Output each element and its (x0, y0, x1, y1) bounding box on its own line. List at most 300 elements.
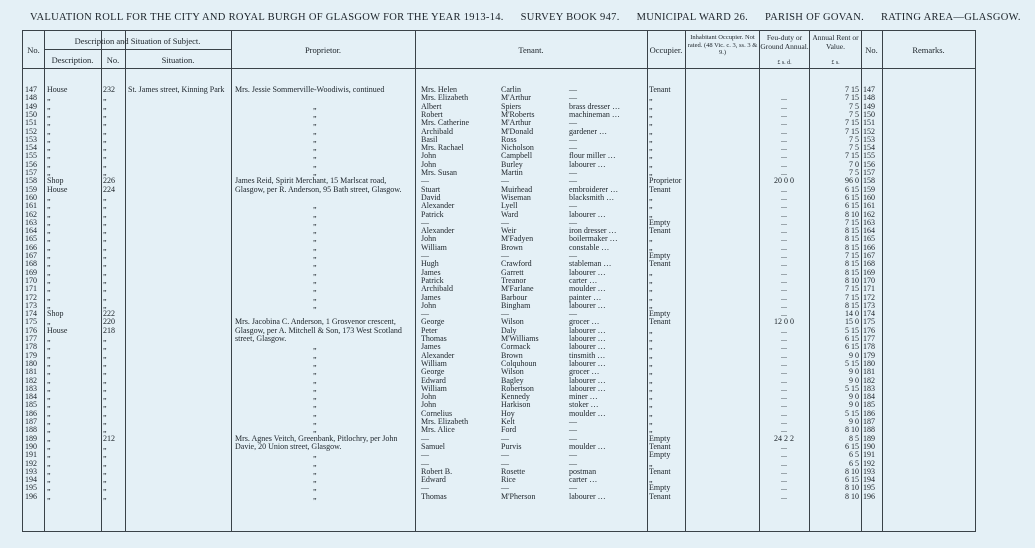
row-tenant-occupation: carter … (569, 475, 598, 485)
row-number-right: 160 (863, 192, 875, 202)
row-number: 182 (25, 375, 37, 385)
row-annual-rent: 8 5 (849, 433, 859, 443)
row-tenant-forename: Alexander (421, 350, 455, 360)
row-tenant-occupation: — (569, 168, 577, 177)
row-house-number: „ (103, 408, 107, 418)
row-tenant-forename: Mrs. Helen (421, 85, 457, 94)
row-number: 186 (25, 408, 37, 418)
row-tenant-forename: John (421, 392, 437, 402)
row-feu-duty: ... (781, 325, 787, 335)
row-feu-duty: ... (781, 450, 787, 460)
row-occupier: „ (649, 334, 653, 343)
row-house-number: „ (103, 491, 107, 501)
row-tenant-forename: James (421, 342, 441, 352)
row-tenant-occupation: labourer … (569, 491, 606, 501)
row-tenant-forename: Hugh (421, 259, 439, 269)
row-annual-rent: 7 15 (845, 85, 859, 94)
row-tenant-forename: Albert (421, 101, 442, 111)
row-tenant-forename: Alexander (421, 226, 455, 236)
row-tenant-occupation: — (569, 143, 577, 153)
row-tenant-forename: John (421, 151, 437, 161)
row-tenant-surname: Ross (501, 134, 517, 144)
row-occupier: „ (649, 325, 653, 335)
row-tenant-forename: John (421, 159, 437, 169)
row-number: 163 (25, 217, 37, 227)
row-house-number: „ (103, 466, 107, 476)
row-feu-duty: ... (781, 309, 787, 319)
row-number: 188 (25, 425, 37, 435)
row-number-right: 148 (863, 93, 875, 103)
row-description: „ (47, 383, 51, 393)
row-proprietor: „ (313, 118, 317, 128)
row-occupier: „ (649, 275, 653, 285)
row-tenant-forename: — (421, 483, 429, 493)
row-feu-duty: ... (781, 383, 787, 393)
row-tenant-forename: Mrs. Catherine (421, 118, 469, 128)
row-annual-rent: 6 15 (845, 192, 859, 202)
row-house-number: „ (103, 358, 107, 368)
row-proprietor: „ (313, 450, 317, 460)
row-annual-rent: 8 15 (845, 300, 859, 310)
row-annual-rent: 7 15 (845, 118, 859, 128)
row-number-right: 176 (863, 325, 875, 335)
row-feu-duty: 12 0 0 (774, 317, 794, 327)
row-occupier: Empty (649, 217, 671, 227)
row-number: 173 (25, 300, 37, 310)
row-tenant-surname: — (501, 433, 509, 443)
row-occupier: Tenant (649, 226, 671, 236)
row-tenant-surname: Treanor (501, 275, 527, 285)
row-number-right: 190 (863, 441, 875, 451)
row-description: „ (47, 118, 51, 128)
row-description: „ (47, 317, 51, 327)
row-description: Shop (47, 176, 64, 186)
row-occupier: „ (649, 292, 653, 302)
row-occupier: Empty (649, 483, 671, 493)
column-rule (125, 31, 126, 531)
row-number-right: 189 (863, 433, 875, 443)
row-description: Shop (47, 309, 64, 319)
row-feu-duty: ... (781, 143, 787, 153)
row-description: „ (47, 217, 51, 227)
row-tenant-occupation: flour miller … (569, 151, 616, 161)
row-feu-duty: 24 2 2 (774, 433, 794, 443)
row-description: House (47, 184, 68, 194)
row-number-right: 163 (863, 217, 875, 227)
row-description: House (47, 325, 68, 335)
row-description: „ (47, 209, 51, 219)
row-annual-rent: 6 15 (845, 441, 859, 451)
row-tenant-forename: — (421, 217, 429, 227)
row-number-right: 181 (863, 367, 875, 377)
row-annual-rent: 6 15 (845, 342, 859, 352)
row-feu-duty: ... (781, 217, 787, 227)
row-annual-rent: 8 15 (845, 226, 859, 236)
row-occupier: Tenant (649, 441, 671, 451)
row-number-right: 152 (863, 126, 875, 136)
row-proprietor: „ (313, 143, 317, 153)
header-annual-rent: Annual Rent or Value. (812, 33, 859, 51)
row-number-right: 154 (863, 143, 875, 153)
row-house-number: „ (103, 417, 107, 426)
row-feu-duty: ... (781, 159, 787, 169)
row-feu-duty: ... (781, 392, 787, 402)
row-tenant-surname: Purvis (501, 441, 522, 451)
row-tenant-forename: Samuel (421, 441, 445, 451)
row-tenant-surname: M'Donald (501, 126, 534, 136)
row-proprietor: „ (313, 109, 317, 119)
row-annual-rent: 6 15 (845, 334, 859, 343)
row-house-number: „ (103, 450, 107, 460)
row-tenant-forename: William (421, 358, 447, 368)
row-proprietor: „ (313, 259, 317, 269)
row-tenant-surname: Harkison (501, 400, 531, 410)
row-number-right: 149 (863, 101, 875, 111)
row-number-right: 183 (863, 383, 875, 393)
row-tenant-occupation: labourer … (569, 342, 606, 352)
row-occupier: „ (649, 134, 653, 144)
row-tenant-occupation: iron dresser … (569, 226, 617, 236)
row-description: „ (47, 300, 51, 310)
row-occupier: „ (649, 417, 653, 426)
row-tenant-forename: Archibald (421, 284, 453, 294)
row-tenant-surname: — (501, 309, 509, 319)
row-feu-duty: ... (781, 209, 787, 219)
row-house-number: „ (103, 217, 107, 227)
row-tenant-surname: Kennedy (501, 392, 530, 402)
row-tenant-occupation: — (569, 458, 577, 468)
row-annual-rent: 8 10 (845, 483, 859, 493)
row-house-number: 226 (103, 176, 115, 186)
row-tenant-occupation: — (569, 417, 577, 426)
row-tenant-surname: M'Farlane (501, 284, 534, 294)
row-occupier: „ (649, 400, 653, 410)
row-feu-duty: ... (781, 275, 787, 285)
row-number-right: 188 (863, 425, 875, 435)
row-annual-rent: 8 10 (845, 491, 859, 501)
row-tenant-surname: M'Roberts (501, 109, 535, 119)
row-tenant-forename: Mrs. Alice (421, 425, 455, 435)
row-number: 177 (25, 334, 37, 343)
row-tenant-surname: Colquhoun (501, 358, 537, 368)
row-tenant-surname: Daly (501, 325, 517, 335)
row-occupier: „ (649, 267, 653, 277)
row-number: 155 (25, 151, 37, 161)
row-house-number: 224 (103, 184, 115, 194)
row-tenant-occupation: — (569, 251, 577, 260)
row-description: „ (47, 242, 51, 252)
row-tenant-forename: — (421, 176, 429, 186)
row-occupier: „ (649, 234, 653, 244)
row-number: 166 (25, 242, 37, 252)
row-tenant-surname: Rice (501, 475, 516, 485)
row-number-right: 174 (863, 309, 875, 319)
row-house-number: 218 (103, 325, 115, 335)
row-annual-rent: 7 15 (845, 292, 859, 302)
row-house-number: „ (103, 383, 107, 393)
row-tenant-forename: Cornelius (421, 408, 453, 418)
row-tenant-forename: Thomas (421, 491, 447, 501)
row-tenant-occupation: — (569, 309, 577, 319)
column-rule (861, 31, 862, 531)
row-feu-duty: ... (781, 234, 787, 244)
row-description: „ (47, 126, 51, 136)
row-tenant-surname: — (501, 251, 509, 260)
header-feu-units: £ s. d. (777, 60, 792, 66)
row-number-right: 156 (863, 159, 875, 169)
row-feu-duty: ... (781, 367, 787, 377)
row-occupier: „ (649, 109, 653, 119)
row-house-number: „ (103, 192, 107, 202)
row-number: 156 (25, 159, 37, 169)
row-tenant-surname: Barbour (501, 292, 528, 302)
row-tenant-forename: Robert (421, 109, 443, 119)
row-number: 190 (25, 441, 37, 451)
row-number-right: 158 (863, 176, 875, 186)
row-occupier: „ (649, 159, 653, 169)
row-annual-rent: 15 0 (845, 317, 859, 327)
row-tenant-surname: Nicholson (501, 143, 534, 153)
row-annual-rent: 8 10 (845, 425, 859, 435)
row-house-number: „ (103, 143, 107, 153)
row-tenant-occupation: machineman … (569, 109, 620, 119)
row-tenant-forename: Mrs. Elizabeth (421, 93, 469, 103)
row-occupier: Empty (649, 450, 671, 460)
row-occupier: Proprietor (649, 176, 682, 186)
row-tenant-occupation: — (569, 483, 577, 493)
row-description: „ (47, 491, 51, 501)
row-number: 147 (25, 85, 37, 94)
row-number: 181 (25, 367, 37, 377)
row-number-right: 193 (863, 466, 875, 476)
row-annual-rent: 14 0 (845, 309, 859, 319)
row-number-right: 196 (863, 491, 875, 501)
row-number-right: 180 (863, 358, 875, 368)
row-house-number: „ (103, 441, 107, 451)
row-number-right: 157 (863, 168, 875, 177)
row-occupier: Tenant (649, 259, 671, 269)
row-number-right: 169 (863, 267, 875, 277)
row-feu-duty: ... (781, 184, 787, 194)
row-occupier: Empty (649, 251, 671, 260)
row-house-number: „ (103, 350, 107, 360)
row-annual-rent: 6 15 (845, 184, 859, 194)
row-annual-rent: 9 0 (849, 350, 859, 360)
row-number: 158 (25, 176, 37, 186)
row-tenant-occupation: embroiderer … (569, 184, 619, 194)
row-number-right: 178 (863, 342, 875, 352)
row-house-number: „ (103, 126, 107, 136)
row-house-number: „ (103, 259, 107, 269)
row-tenant-surname: — (501, 458, 509, 468)
row-feu-duty: ... (781, 358, 787, 368)
row-house-number: „ (103, 367, 107, 377)
row-occupier: „ (649, 209, 653, 219)
proprietor-entry: Mrs. Jessie Sommerville-Woodiwis, continued (235, 85, 385, 94)
row-number: 194 (25, 475, 37, 485)
row-description: „ (47, 109, 51, 119)
row-number: 180 (25, 358, 37, 368)
row-description: „ (47, 466, 51, 476)
document-title: VALUATION ROLL FOR THE CITY AND ROYAL BURGH OF GLASGOW FOR THE YEAR 1913-14. (30, 12, 504, 23)
row-number: 167 (25, 251, 37, 260)
row-tenant-surname: M'Fadyen (501, 234, 534, 244)
municipal-ward: MUNICIPAL WARD 26. (636, 12, 749, 23)
row-annual-rent: 6 15 (845, 201, 859, 211)
row-annual-rent: 8 15 (845, 267, 859, 277)
row-proprietor: „ (313, 417, 317, 426)
row-feu-duty: ... (781, 491, 787, 501)
row-house-number: „ (103, 242, 107, 252)
row-tenant-surname: Wiseman (501, 192, 531, 202)
row-feu-duty: ... (781, 475, 787, 485)
proprietor-entry: Mrs. Agnes Veitch, Greenbank, Pitlochry, per John Davie, 20 Union street, Glasgow. (235, 433, 398, 451)
row-tenant-forename: Mrs. Rachael (421, 143, 464, 153)
row-number: 174 (25, 309, 37, 319)
row-number: 153 (25, 134, 37, 144)
row-proprietor: „ (313, 367, 317, 377)
column-rule (44, 31, 45, 531)
row-feu-duty: ... (781, 300, 787, 310)
valuation-table (22, 30, 976, 532)
row-number-right: 179 (863, 350, 875, 360)
row-description: „ (47, 358, 51, 368)
row-tenant-occupation: brass dresser … (569, 101, 621, 111)
row-occupier: „ (649, 458, 653, 468)
header-occupier: Occupier. (649, 45, 683, 55)
row-house-number: „ (103, 475, 107, 485)
row-number: 149 (25, 101, 37, 111)
row-description: „ (47, 367, 51, 377)
row-occupier: „ (649, 201, 653, 211)
row-annual-rent: 7 15 (845, 151, 859, 161)
row-occupier: „ (649, 358, 653, 368)
header-description: Description. (51, 55, 94, 65)
row-annual-rent: 7 15 (845, 217, 859, 227)
row-house-number: „ (103, 109, 107, 119)
row-occupier: „ (649, 475, 653, 485)
row-number-right: 165 (863, 234, 875, 244)
row-tenant-forename: Basil (421, 134, 438, 144)
header-inhabitant-occupier: Inhabitant Occupier. Not rated. (48 Vic. c. 3, ss. 3 & 9.) (687, 34, 758, 56)
row-proprietor: „ (313, 151, 317, 161)
row-proprietor: „ (313, 101, 317, 111)
row-proprietor: „ (313, 267, 317, 277)
row-feu-duty: ... (781, 259, 787, 269)
row-proprietor: „ (313, 251, 317, 260)
row-tenant-surname: Spiers (501, 101, 521, 111)
row-annual-rent: 7 5 (849, 134, 859, 144)
row-tenant-surname: Lyell (501, 201, 518, 211)
row-tenant-surname: Wilson (501, 317, 524, 327)
row-tenant-occupation: labourer … (569, 383, 606, 393)
row-number: 169 (25, 267, 37, 277)
row-number-right: 192 (863, 458, 875, 468)
row-proprietor: „ (313, 408, 317, 418)
header-tenant: Tenant. (518, 45, 544, 55)
header-no-right: No. (865, 45, 878, 55)
row-occupier: Tenant (649, 466, 671, 476)
row-proprietor: „ (313, 350, 317, 360)
parish: PARISH OF GOVAN. (764, 12, 865, 23)
column-rule (685, 31, 686, 531)
row-house-number: „ (103, 201, 107, 211)
row-house-number: 232 (103, 85, 115, 94)
row-tenant-occupation: — (569, 118, 577, 128)
row-tenant-occupation: — (569, 93, 577, 103)
row-tenant-occupation: — (569, 425, 577, 435)
row-number: 168 (25, 259, 37, 269)
row-occupier: „ (649, 101, 653, 111)
row-house-number: „ (103, 458, 107, 468)
row-tenant-occupation: postman (569, 466, 597, 476)
row-occupier: „ (649, 242, 653, 252)
row-number: 157 (25, 168, 37, 177)
row-description: „ (47, 441, 51, 451)
row-description: „ (47, 292, 51, 302)
row-tenant-surname: Kelt (501, 417, 515, 426)
row-number: 171 (25, 284, 37, 294)
row-annual-rent: 7 15 (845, 126, 859, 136)
row-feu-duty: ... (781, 425, 787, 435)
row-number-right: 182 (863, 375, 875, 385)
row-tenant-occupation: carter … (569, 275, 598, 285)
row-number-right: 167 (863, 251, 875, 260)
row-tenant-occupation: — (569, 85, 577, 94)
row-occupier: „ (649, 392, 653, 402)
row-number: 178 (25, 342, 37, 352)
row-tenant-forename: John (421, 400, 437, 410)
row-tenant-forename: — (421, 433, 429, 443)
row-annual-rent: 9 0 (849, 367, 859, 377)
row-house-number: „ (103, 483, 107, 493)
row-proprietor: „ (313, 159, 317, 169)
row-feu-duty: 20 0 0 (774, 176, 794, 186)
row-proprietor: „ (313, 284, 317, 294)
row-proprietor: „ (313, 168, 317, 177)
row-tenant-occupation: — (569, 217, 577, 227)
row-annual-rent: 7 5 (849, 143, 859, 153)
row-tenant-forename: — (421, 251, 429, 260)
row-tenant-surname: Crawford (501, 259, 532, 269)
row-tenant-forename: Archibald (421, 126, 453, 136)
row-tenant-surname: Campbell (501, 151, 533, 161)
row-number: 161 (25, 201, 37, 211)
row-occupier: „ (649, 425, 653, 435)
row-tenant-forename: Alexander (421, 201, 455, 211)
row-proprietor: „ (313, 226, 317, 236)
row-feu-duty: ... (781, 251, 787, 260)
row-tenant-surname: Cormack (501, 342, 531, 352)
row-tenant-surname: Ford (501, 425, 517, 435)
row-description: „ (47, 259, 51, 269)
row-number-right: 166 (863, 242, 875, 252)
header-number: No. (106, 55, 120, 65)
row-feu-duty: ... (781, 334, 787, 343)
row-tenant-forename: Patrick (421, 275, 444, 285)
row-number-right: 191 (863, 450, 875, 460)
row-number-right: 185 (863, 400, 875, 410)
row-house-number: „ (103, 168, 107, 177)
header-remarks: Remarks. (912, 45, 945, 55)
row-tenant-forename: Mrs. Elizabeth (421, 417, 469, 426)
row-description: „ (47, 93, 51, 103)
row-description: „ (47, 168, 51, 177)
row-number: 165 (25, 234, 37, 244)
row-number-right: 175 (863, 317, 875, 327)
row-number: 162 (25, 209, 37, 219)
row-annual-rent: 5 15 (845, 358, 859, 368)
